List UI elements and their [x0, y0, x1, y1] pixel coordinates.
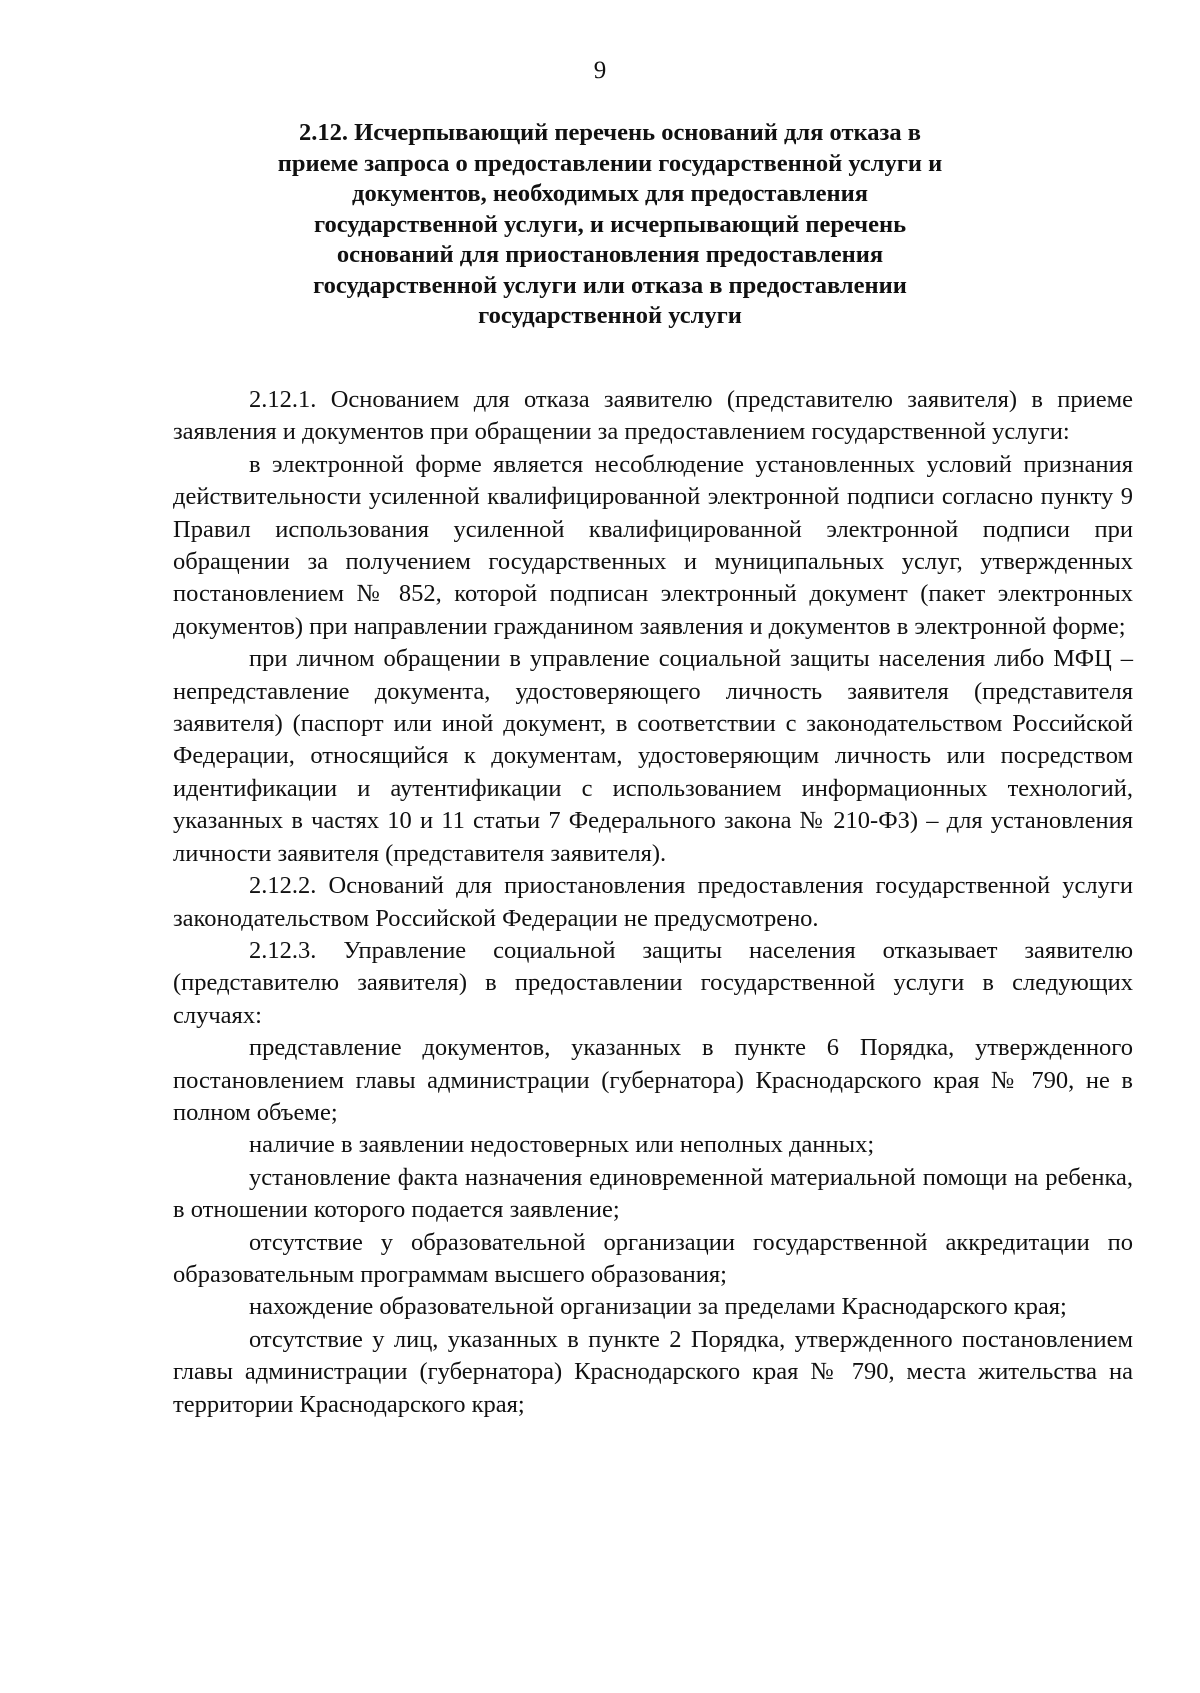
list-item: наличие в заявлении недостоверных или неполных данных;	[249, 1131, 875, 1159]
paragraph-electronic-form: в электронной форме является несоблюдение установленных условий признания действительности усиленной квалифицированной электронной подписи согласно пункту 9 Правил использования усиленной квалифицированной электронной подписи при обращении за получением государственных и муниципальных услуг, утвержденных постановлением № 852, которой подписан электронный документ (пакет электронных документов) при направлении гражданином заявления и документов в электронной форме;	[173, 450, 1133, 640]
paragraph-2-12-2: 2.12.2. Оснований для приостановления предоставления государственной услуги законодательством Российской Федерации не предусмотрено.	[173, 872, 1133, 932]
list-item: установление факта назначения единовременной материальной помощи на ребенка, в отношении которого подается заявление;	[173, 1163, 1133, 1224]
page-number: 9	[593, 57, 607, 84]
paragraph-personal-visit: при личном обращении в управление социальной защиты населения либо МФЦ – непредставление документа, удостоверяющего личность заявителя (представителя заявителя) (паспорт или иной документ, в соответствии с законодательством Российской Федерации, относящийся к документам, удостоверяющим личность или посредством идентификации и аутентификации с использованием информационных технологий, указанных в частях 10 и 11 статьи 7 Федерального закона № 210-ФЗ) – для установления личности заявителя (представителя заявителя).	[173, 645, 1133, 867]
section-heading: 2.12. Исчерпывающий перечень оснований для отказа в приеме запроса о предоставлении государственной услуги и документов, необходимых для предоставления государственной услуги, и исчерпывающий перечень оснований для приостановления предоставления государственной услуги или отказа в предоставлении государственной услуги	[277, 119, 943, 329]
list-item: представление документов, указанных в пункте 6 Порядка, утвержденного постановлением главы администрации (губернатора) Краснодарского края № 790, не в полном объеме;	[173, 1034, 1133, 1126]
list-item: нахождение образовательной организации за пределами Краснодарского края;	[249, 1293, 1067, 1321]
list-item: отсутствие у лиц, указанных в пункте 2 Порядка, утвержденного постановлением главы администрации (губернатора) Краснодарского края № 790, места жительства на территории Краснодарского края;	[173, 1325, 1133, 1418]
paragraph-2-12-1: 2.12.1. Основанием для отказа заявителю (представителю заявителя) в приеме заявления и документов при обращении за предоставлением государственной услуги:	[173, 386, 1133, 446]
list-item: отсутствие у образовательной организации государственной аккредитации по образовательным программам высшего образования;	[173, 1228, 1133, 1288]
document-body	[173, 384, 1133, 1421]
paragraph-2-12-3: 2.12.3. Управление социальной защиты населения отказывает заявителю (представителю заявителя) в предоставлении государственной услуги в следующих случаях:	[173, 936, 1133, 1029]
